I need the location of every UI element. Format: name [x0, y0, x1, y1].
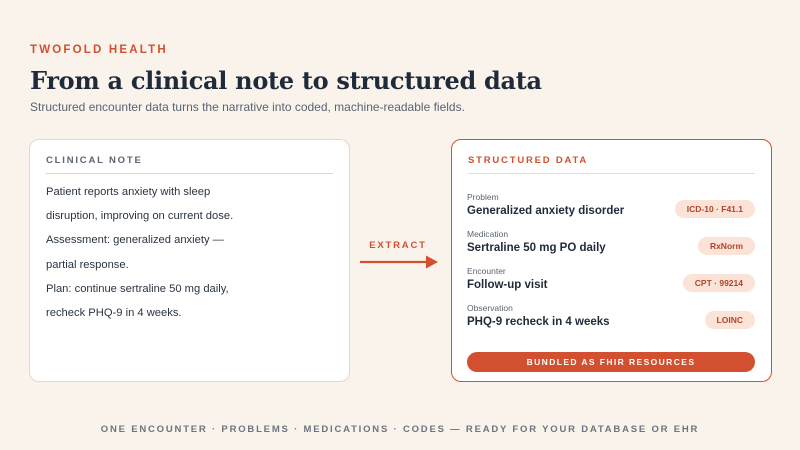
row-value: PHQ-9 recheck in 4 weeks [467, 316, 610, 328]
structured-row-encounter [467, 266, 755, 303]
code-badge: LOINC [705, 311, 755, 329]
note-line: Assessment: generalized anxiety — [46, 234, 224, 247]
code-badge: RxNorm [698, 237, 755, 255]
structured-row-observation [467, 303, 755, 340]
extract-arrow-icon [358, 254, 440, 270]
row-kind-label: Problem [467, 192, 499, 202]
structured-data-card [451, 139, 772, 382]
structured-data-heading: STRUCTURED DATA [468, 155, 755, 174]
clinical-note-heading: CLINICAL NOTE [46, 155, 333, 174]
clinical-note-text [46, 185, 333, 330]
brand-label: TWOFOLD HEALTH [30, 44, 168, 56]
note-line: recheck PHQ-9 in 4 weeks. [46, 306, 182, 319]
row-value: Sertraline 50 mg PO daily [467, 242, 606, 254]
structured-row-problem [467, 192, 755, 229]
note-line: disruption, improving on current dose. [46, 210, 234, 223]
footer-caption: ONE ENCOUNTER · PROBLEMS · MEDICATIONS · CODES — READY FOR YOUR DATABASE OR EHR [100, 424, 700, 435]
note-line: Plan: continue sertraline 50 mg daily, [46, 282, 229, 295]
structured-row-medication [467, 229, 755, 266]
clinical-note-card [29, 139, 350, 382]
extract-label: EXTRACT [369, 240, 427, 251]
page-subtitle: Structured encounter data turns the narrative into coded, machine-readable fields. [30, 100, 465, 114]
note-line: Patient reports anxiety with sleep [46, 186, 211, 198]
row-value: Generalized anxiety disorder [467, 205, 625, 217]
page-title: From a clinical note to structured data [30, 66, 542, 95]
structured-data-list [467, 192, 755, 340]
row-value: Follow-up visit [467, 279, 548, 291]
row-kind-label: Medication [467, 229, 509, 239]
row-kind-label: Encounter [467, 266, 506, 276]
row-kind-label: Observation [467, 303, 513, 313]
code-badge: ICD-10 · F41.1 [675, 200, 755, 218]
note-line: partial response. [46, 258, 129, 271]
fhir-bundle-bar: BUNDLED AS FHIR RESOURCES [467, 352, 755, 372]
code-badge: CPT · 99214 [683, 274, 755, 292]
